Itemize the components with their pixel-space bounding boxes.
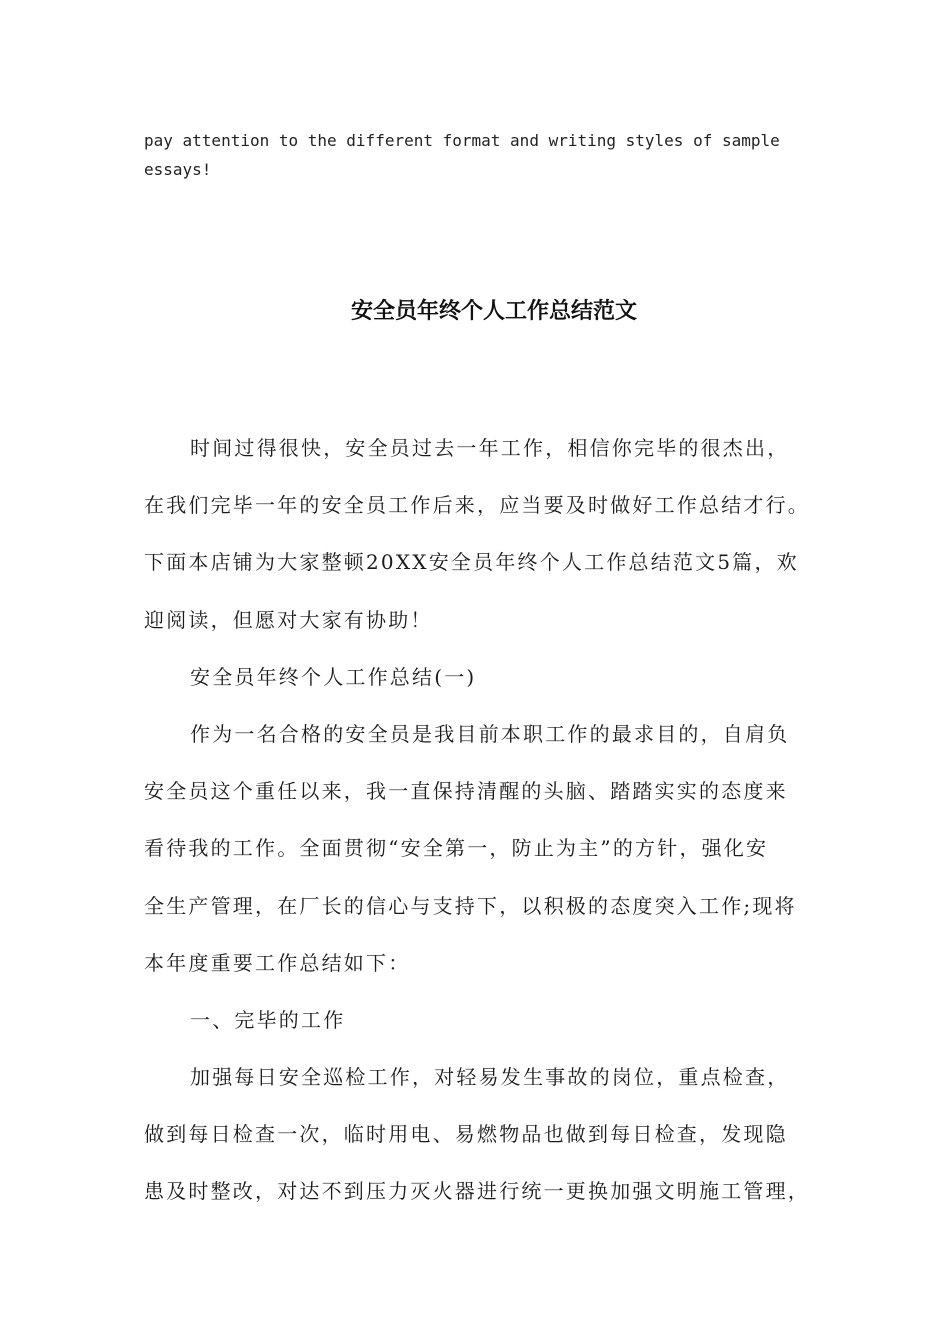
body-line: 时间过得很快，安全员过去一年工作，相信你完毕的很杰出， <box>190 436 790 460</box>
body-line: 安全员这个重任以来，我一直保持清醒的头脑、踏踏实实的态度来 <box>144 779 788 804</box>
body-line: 全生产管理，在厂长的信心与支持下，以积极的态度突入工作;现将 <box>144 893 797 918</box>
body-line: 在我们完毕一年的安全员工作后来，应当要及时做好工作总结才行。 <box>144 493 810 518</box>
body-line: 作为一名合格的安全员是我目前本职工作的最求目的，自肩负 <box>190 721 790 746</box>
document-title: 安全员年终个人工作总结范文 <box>350 299 637 324</box>
body-line: 看待我的工作。全面贯彻“安全第一，防止为主”的方针，强化安 <box>144 836 769 861</box>
body-line: 一、完毕的工作 <box>190 1007 346 1032</box>
body-line: 加强每日安全巡检工作，对轻易发生事故的岗位，重点检查， <box>190 1065 790 1090</box>
document-body <box>144 428 834 1229</box>
body-line: 安全员年终个人工作总结(一) <box>190 664 477 689</box>
body-line: 下面本店铺为大家整顿20XX安全员年终个人工作总结范文5篇，欢 <box>144 550 799 575</box>
body-line: 做到每日检查一次，临时用电、易燃物品也做到每日检查，发现隐 <box>144 1122 788 1147</box>
body-line: 本年度重要工作总结如下： <box>144 950 411 975</box>
header-note: pay attention to the different format and writing styles of sample essays! <box>144 131 780 179</box>
body-line: 患及时整改，对达不到压力灭火器进行统一更换加强文明施工管理， <box>144 1179 810 1204</box>
body-line: 迎阅读，但愿对大家有协助！ <box>144 607 433 632</box>
